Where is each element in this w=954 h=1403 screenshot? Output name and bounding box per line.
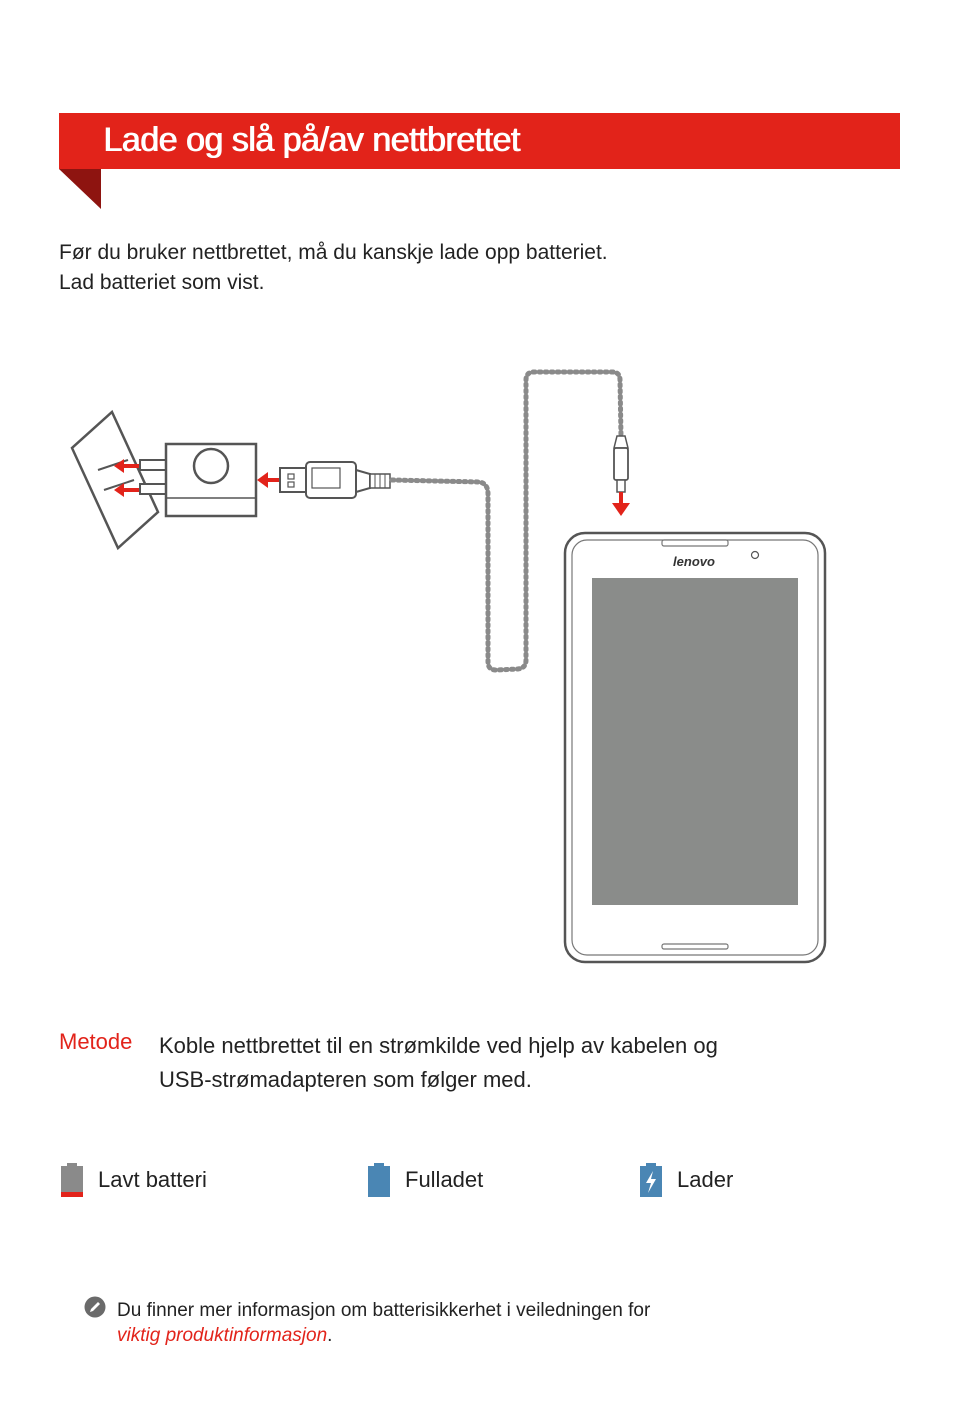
battery-charging-icon [639,1163,663,1197]
usb-power-adapter [166,444,256,516]
wall-outlet [72,412,158,548]
note-pencil-icon [84,1296,106,1318]
battery-full-icon [367,1163,391,1197]
tablet-screen [592,578,798,905]
page-title: Lade og slå på/av nettbrettet [103,121,520,159]
legend-label-low: Lavt batteri [98,1167,207,1192]
usb-insert-arrow [257,472,280,488]
charging-illustration [0,340,954,980]
section-banner [59,113,900,169]
legend-label-charging: Lader [677,1167,734,1192]
method-label: Metode [59,1029,133,1054]
legend-fully-charged [367,1162,483,1198]
intro-text [59,238,608,298]
intro-line-2: Lad batteriet som vist. [59,271,265,294]
usb-a-connector [280,462,390,498]
method-line-1: Koble nettbrettet til en strømkilde ved hjelp av kabelen og [159,1033,718,1058]
intro-line-1: Før du bruker nettbrettet, må du kanskje lade opp batteriet. [59,241,608,264]
note-line-1: Du finner mer informasjon om batterisikkerhet i veiledningen for [117,1300,651,1321]
method-line-2: USB-strømadapteren som følger med. [159,1067,532,1092]
legend-label-full: Fulladet [405,1167,484,1192]
legend-charging [639,1162,733,1198]
banner-fold-decoration [59,169,101,209]
method-description [159,1029,859,1097]
lenovo-logo: lenovo [673,554,715,569]
note-suffix: . [327,1325,333,1346]
note-line-2 [117,1323,650,1348]
micro-usb-insert-arrow [612,492,630,516]
legend-low-battery [60,1162,207,1198]
micro-usb-connector [614,436,628,492]
product-info-link[interactable]: viktig produktinformasjon [117,1325,328,1346]
tablet-device [565,533,825,962]
note-text [117,1298,650,1348]
battery-low-icon [60,1163,84,1197]
